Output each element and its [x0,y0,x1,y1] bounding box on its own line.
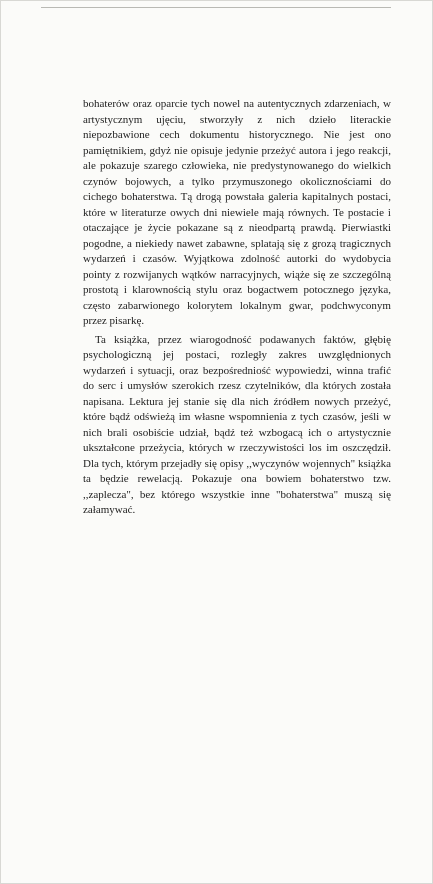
body-text [83,97,391,519]
page-edge-line [41,7,391,8]
paragraph-1: bohaterów oraz oparcie tych nowel na autentycznych zdarzeniach, w artystycznym ujęciu, stworzyły z nich dzieło literackie niepozbawione cech dokumentu historycznego. Nie jest ono pamiętnikiem, gdyż nie opisuje jedynie przeżyć autora i jego reakcji, ale pokazuje szarego człowieka, nie predystynowanego do wielkich czynów bojowych, a tylko przymuszonego okolicznościami do cichego bohaterstwa. Tą drogą powstała galeria kapitalnych postaci, które w literaturze owych dni niewiele mają równych. Te postacie i otaczające je życie pokazane są z nieodpartą prawdą. Pierwiastki pogodne, a niekiedy nawet zabawne, splatają się z grozą tragicznych wydarzeń i czasów. Wyjątkowa zdolność autorki do wydobycia pointy z rozwijanych wątków narracyjnych, wiąże się ze szczególną prostotą i klarownością stylu oraz bogactwem potocznego języka, często zabarwionego kolorytem lokalnym gwar, podchwyconym przez pisarkę. [83,98,391,327]
paragraph-2: Ta książka, przez wiarogodność podawanych faktów, głębię psychologiczną jej postaci, rozległy zakres uwzględnionych wydarzeń i sytuacji, oraz bezpośredniość wypowiedzi, winna trafić do serc i umysłów szerokich rzesz czytelników, dla których została napisana. Lektura jej stanie się dla nich źródłem nowych przeżyć, które bądź odświeżą im własne wspomnienia z tych czasów, jeśli w nich brali osobiście udział, bądź też wzbogacą ich o artystycznie ukształcone przeżycia, których w rzeczywistości los im oszczędził. Dla tych, którym przejadły się opisy ,,wyczynów wojennych" książka ta będzie rewelacją. Pokazuje ona bowiem bohaterstwo tzw. ,,zaplecza", bez którego wszystkie inne "bohaterstwa" muszą się załamywać. [83,333,391,516]
